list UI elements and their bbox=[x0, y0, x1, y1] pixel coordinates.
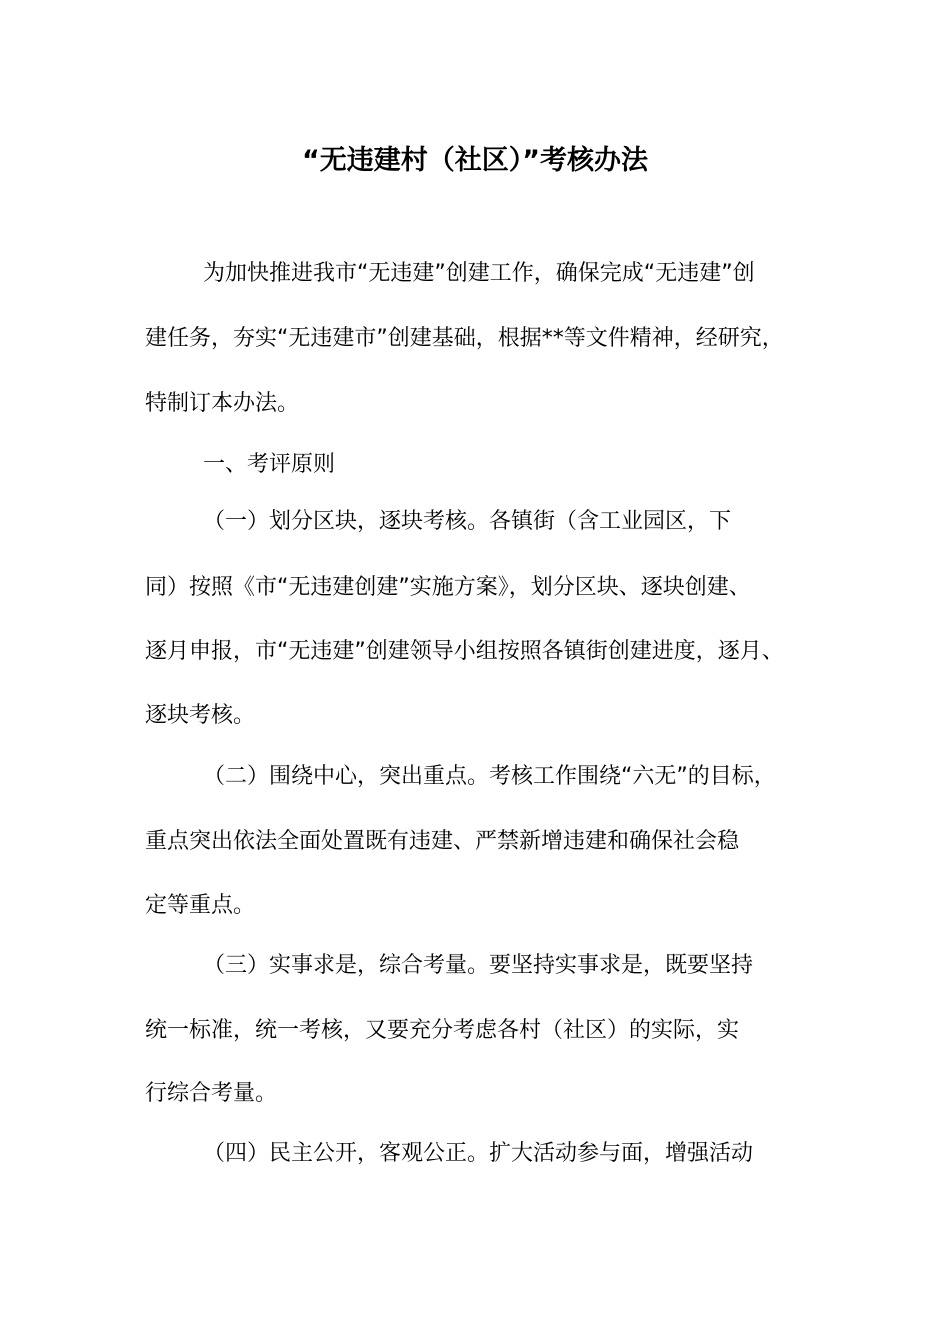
paragraph-line: 为加快推进我市“无违建”创建工作，确保完成“无违建”创 bbox=[203, 261, 755, 286]
paragraph-line: 逐块考核。 bbox=[145, 703, 256, 728]
paragraph-line: （二）围绕中心，突出重点。考核工作围绕“六无”的目标， bbox=[203, 764, 776, 789]
paragraph-line: 特制订本办法。 bbox=[145, 391, 300, 416]
paragraph-line: （三）实事求是，综合考量。要坚持实事求是，既要坚持 bbox=[203, 953, 754, 978]
paragraph-line: 定等重点。 bbox=[145, 893, 256, 918]
paragraph-line: 同）按照《市“无违建创建”实施方案》，划分区块、逐块创建、 bbox=[145, 575, 751, 600]
section-heading: 一、考评原则 bbox=[203, 452, 336, 477]
document-title: “无违建村（社区）”考核办法 bbox=[302, 145, 648, 176]
paragraph-line: 建任务，夯实“无违建市”创建基础，根据**等文件精神，经研究， bbox=[145, 326, 784, 351]
paragraph-line: （四）民主公开，客观公正。扩大活动参与面，增强活动 bbox=[203, 1141, 754, 1166]
paragraph-line: 重点突出依法全面处置既有违建、严禁新增违建和确保社会稳 bbox=[145, 829, 740, 854]
paragraph-line: 逐月申报，市“无违建”创建领导小组按照各镇街创建进度，逐月、 bbox=[145, 639, 784, 664]
paragraph-line: 行综合考量。 bbox=[145, 1081, 278, 1106]
paragraph-line: （一）划分区块，逐块考核。各镇街（含工业园区，下 bbox=[203, 509, 732, 534]
paragraph-line: 统一标准，统一考核，又要充分考虑各村（社区）的实际，实 bbox=[145, 1018, 740, 1043]
